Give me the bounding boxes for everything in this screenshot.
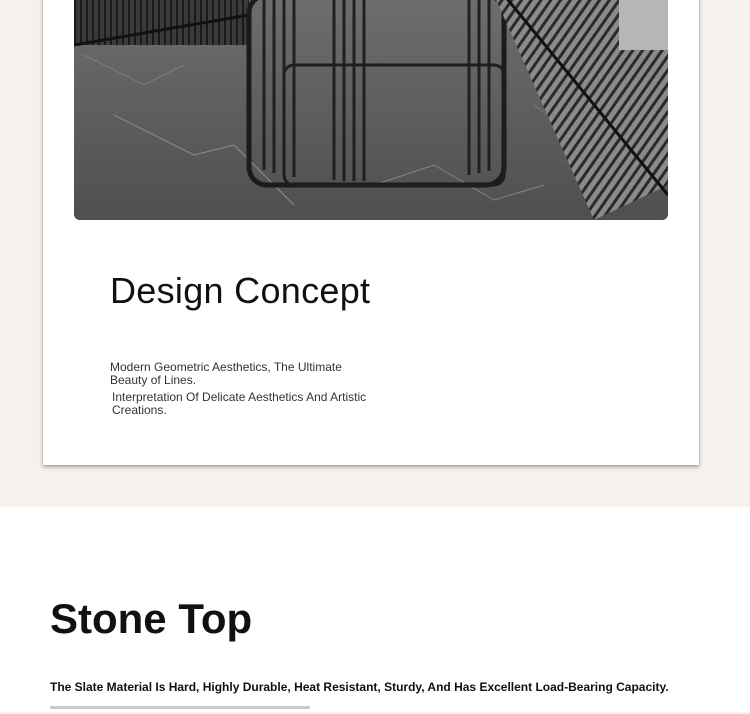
stone-top-title: Stone Top xyxy=(50,595,253,642)
stone-top-cut-off-text xyxy=(50,704,310,714)
stone-top-section xyxy=(0,507,750,712)
design-concept-title: Design Concept xyxy=(110,270,371,311)
stone-top-description: The Slate Material Is Hard, Highly Durable, Heat Resistant, Sturdy, And Has Excellent Load-Bearing Capacity. xyxy=(50,680,669,694)
design-card xyxy=(43,0,699,465)
design-desc-line-2: Interpretation Of Delicate Aesthetics And Artistic Creations. xyxy=(112,390,367,417)
design-description xyxy=(110,361,370,417)
product-photo xyxy=(74,0,668,220)
design-desc-line-1: Modern Geometric Aesthetics, The Ultimate Beauty of Lines. xyxy=(110,360,342,387)
